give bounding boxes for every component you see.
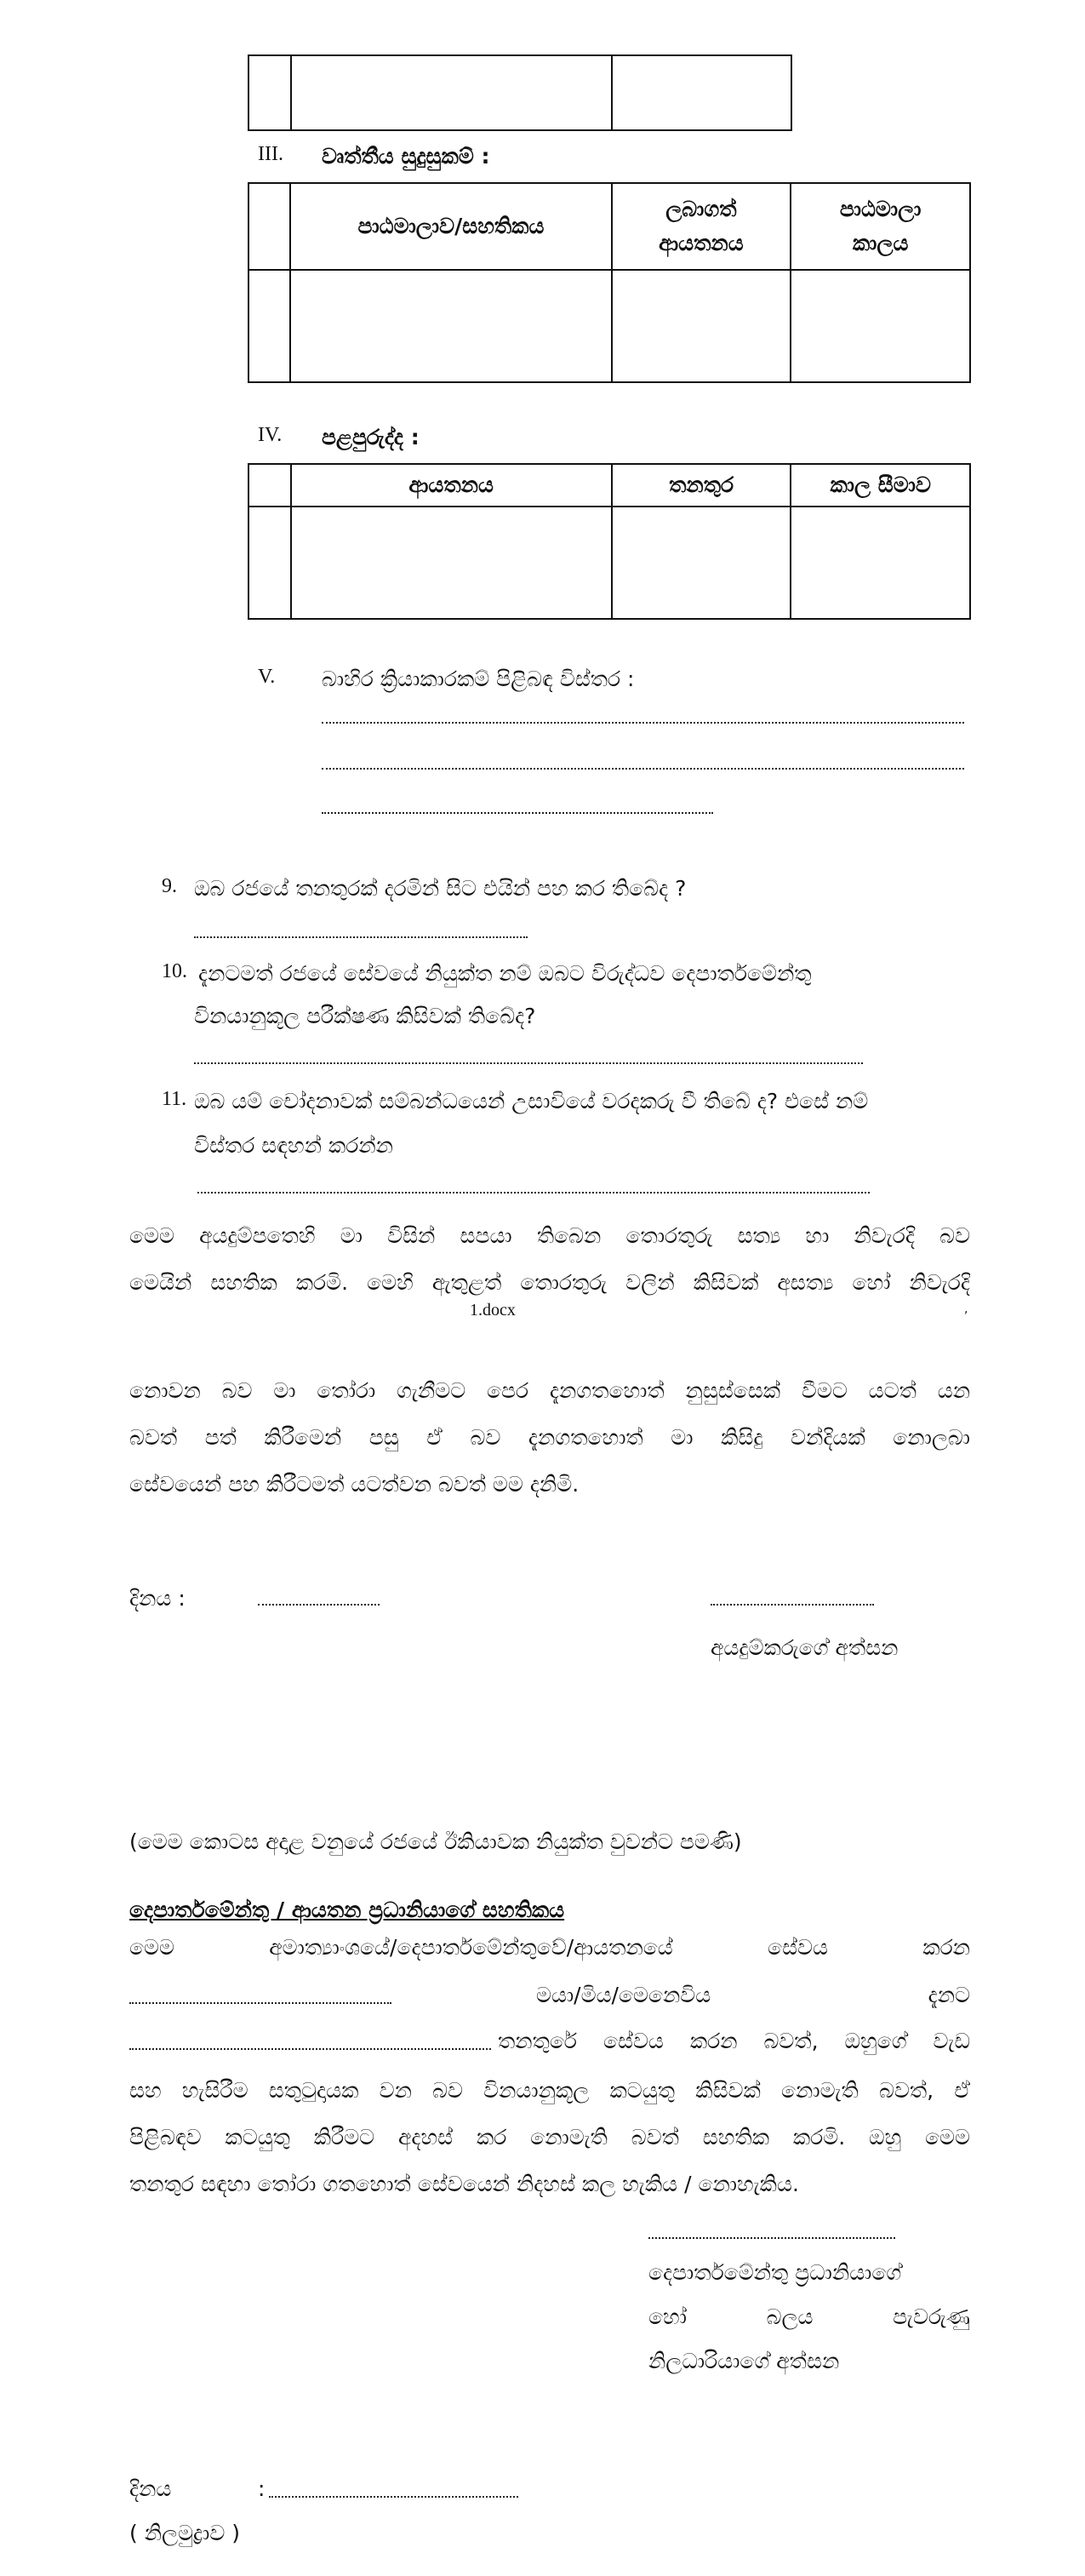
declaration-paragraph-a bbox=[129, 1212, 970, 1306]
certificate-line: තනතුර සඳහා තෝරා ගතහොත් සේවයෙන් නිදහස් කල හැකිය / නොහැකිය. bbox=[129, 2172, 799, 2196]
experience-cell bbox=[612, 507, 791, 619]
office-use-note: (මෙම කොටස අදාළ වනුයේ රජයේ ඊකියාවක නියුක්ත වුවන්ට පමණි) bbox=[129, 1829, 742, 1854]
applicant-date-label: දිනය : bbox=[129, 1586, 186, 1611]
question-10-answer-line[interactable] bbox=[194, 1062, 863, 1064]
declaration-line: සේවයෙන් පහ කිරීටමත් යටත්වන බවත් මම දනිමි. bbox=[129, 1472, 580, 1497]
top-table-cell bbox=[291, 55, 613, 130]
certificate-word: කරන bbox=[922, 1935, 970, 1960]
question-9-number: 9. bbox=[162, 875, 177, 897]
footer-mark: , bbox=[964, 1302, 968, 1316]
question-10-number: 10. bbox=[162, 960, 187, 982]
top-table-cell bbox=[612, 55, 791, 130]
qualifications-header-duration: පාඨමාලා කාලය bbox=[791, 183, 970, 270]
declaration-paragraph-b bbox=[129, 1367, 970, 1508]
experience-cell bbox=[291, 507, 612, 619]
certificate-line-2-right bbox=[536, 1980, 970, 2011]
question-10-line-2: විනයානුකූල පරීක්ෂණ කිසිවක් තිබේද? bbox=[194, 1004, 536, 1028]
section-iv-title: පළපුරුද්ද : bbox=[322, 425, 420, 449]
section-v-line-3[interactable] bbox=[322, 812, 713, 814]
certificate-date-label: දිනය bbox=[129, 2476, 172, 2501]
experience-header-position: තනතුර bbox=[612, 464, 791, 507]
qualifications-header-institute: ලබාගත් ආයතනය bbox=[612, 183, 791, 270]
question-11-number: 11. bbox=[162, 1088, 187, 1110]
certificate-name-field[interactable] bbox=[129, 2002, 391, 2004]
qualifications-cell bbox=[290, 270, 611, 382]
section-iii-title: වෘත්තීය සුදුසුකම් : bbox=[322, 144, 490, 169]
applicant-signature-label: අයදුම්කරුගේ අත්සන bbox=[711, 1635, 899, 1660]
certificate-title: දෙපාර්තමේන්තු / ආයතන ප්‍රධානියාගේ සහතිකය bbox=[129, 1898, 565, 1922]
experience-header-period: කාල සීමාව bbox=[791, 464, 970, 507]
certificate-paragraph bbox=[129, 2067, 970, 2207]
experience-header-institute: ආයතනය bbox=[291, 464, 612, 507]
certificate-word: අමාත්‍යාංශයේ/දෙපාර්තමේන්තුවේ/ආයතනයේ bbox=[269, 1935, 673, 1960]
declaration-line: මෙම අයදුම්පතෙහි මා විසින් සපයා තිබෙන තොරතුරු සත්‍ය හා නිවැරදි බව bbox=[129, 1223, 970, 1248]
experience-table bbox=[248, 463, 971, 620]
certificate-word: මයා/මිය/මෙනෙවිය bbox=[536, 1983, 711, 2007]
head-signature-label-2 bbox=[648, 2302, 970, 2333]
qualifications-cell bbox=[248, 270, 290, 382]
declaration-line: මෙයින් සහතික කරමි. මෙහි ඇතුළත් තොරතුරු වලින් කිසිවක් අසත්‍ය හෝ නිවැරදි bbox=[129, 1270, 970, 1295]
head-signature-label-3: නිලධාරියාගේ අත්සන bbox=[648, 2349, 840, 2373]
footer-filename: 1.docx bbox=[470, 1301, 516, 1319]
certificate-line-3: තනතුරේ සේවය කරන බවත්, ඔහුගේ වැඩ bbox=[498, 2029, 970, 2053]
applicant-signature-line[interactable] bbox=[711, 1604, 874, 1606]
certificate-date-field[interactable] bbox=[269, 2496, 518, 2498]
section-v-line-2[interactable] bbox=[322, 768, 964, 770]
certificate-date-colon: : bbox=[258, 2476, 266, 2501]
experience-cell bbox=[248, 507, 291, 619]
signer-word: බලය bbox=[766, 2304, 814, 2329]
section-iii-numeral: III. bbox=[258, 143, 283, 165]
certificate-word: දැනට bbox=[928, 1983, 970, 2007]
section-v-line-1[interactable] bbox=[322, 722, 964, 724]
section-v-title: බාහිර ක්‍රියාකාරකම් පිළිබඳ විස්තර : bbox=[322, 667, 635, 691]
top-table bbox=[248, 54, 792, 131]
signer-word: හෝ bbox=[648, 2304, 687, 2329]
question-9-answer-line[interactable] bbox=[194, 936, 528, 938]
section-iv-numeral: IV. bbox=[258, 424, 283, 446]
qualifications-header-course: පාඨමාලාව/සහතිකය bbox=[290, 183, 611, 270]
declaration-line: බවත් පත් කිරීමෙන් පසු ඒ බව දැනගතහොත් මා කිසිදු වන්දියක් නොලබා bbox=[129, 1425, 970, 1450]
qualifications-header-blank bbox=[248, 183, 290, 270]
head-signature-label-1: දෙපාර්තමේන්තු ප්‍රධානියාගේ bbox=[648, 2260, 902, 2285]
applicant-date-field[interactable] bbox=[258, 1604, 380, 1606]
certificate-word: සේවය bbox=[768, 1935, 828, 1960]
certificate-word: මෙම bbox=[129, 1935, 174, 1960]
qualifications-cell bbox=[791, 270, 970, 382]
experience-header-blank bbox=[248, 464, 291, 507]
question-11-answer-line[interactable] bbox=[197, 1192, 870, 1194]
question-9-text: ඔබ රජයේ තනතුරක් දරමින් සිට එයින් පහ කර තිබේද ? bbox=[194, 876, 687, 901]
question-11-line-2: විස්තර සඳහන් කරන්න bbox=[194, 1133, 393, 1158]
top-table-cell bbox=[248, 55, 291, 130]
question-11-line-1: ඔබ යම් චෝදනාවක් සම්බන්ධයෙන් උසාවියේ වරදකරු වී තිබේ ද? එසේ නම් bbox=[194, 1089, 869, 1113]
question-10-line-1: දැනටමත් රජයේ සේවයේ නියුක්ත නම් ඔබට විරුද්ධව දෙපාර්තමේන්තු bbox=[198, 961, 812, 986]
seal-label: ( නිලමුද්‍රාව ) bbox=[129, 2521, 241, 2545]
section-v-numeral: V. bbox=[258, 666, 276, 688]
qualifications-table bbox=[248, 182, 971, 383]
certificate-line: පිළිබඳව කටයුතු කිරීමට අදහස් කර නොමැති බවත් සහතික කරමි. ඔහු මෙම bbox=[129, 2125, 970, 2150]
experience-cell bbox=[791, 507, 970, 619]
declaration-line: නොවන බව මා තෝරා ගැනීමට පෙර දැනගතහොත් නුසුස්සෙක් වීමට යටත් යන bbox=[129, 1378, 970, 1403]
certificate-line: සහ හැසිරීම සතුටුදායක වන බව විනයානුකූල කටයුතු කිසිවක් නොමැති බවත්, ඒ bbox=[129, 2078, 970, 2103]
certificate-line-1 bbox=[129, 1932, 970, 1963]
signer-word: පැවරුණු bbox=[893, 2304, 970, 2329]
qualifications-cell bbox=[612, 270, 791, 382]
head-signature-line[interactable] bbox=[648, 2237, 895, 2239]
certificate-position-field[interactable] bbox=[129, 2048, 491, 2050]
